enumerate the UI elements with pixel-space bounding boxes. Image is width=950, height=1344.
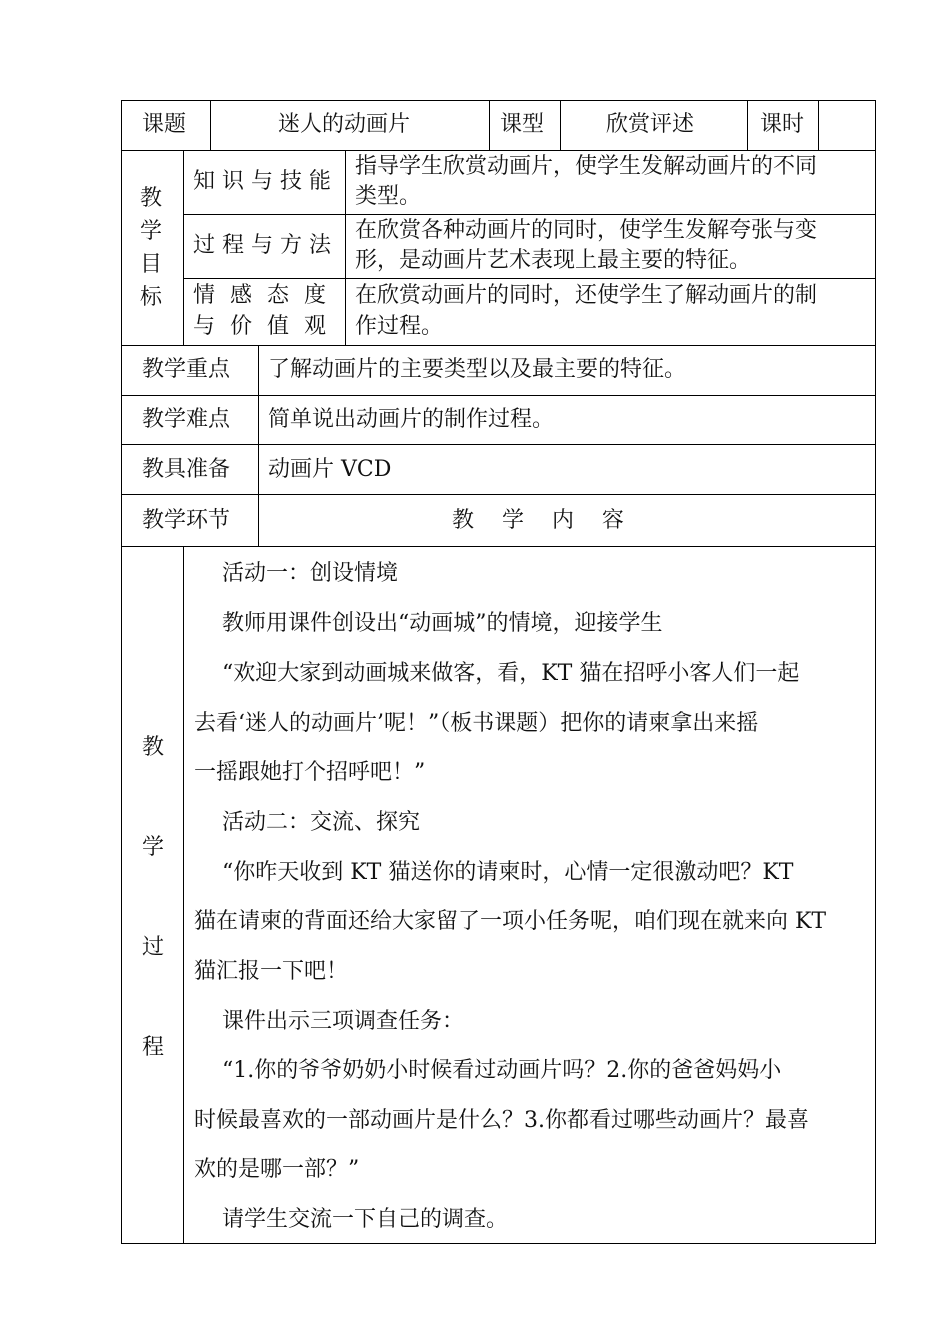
- type-value: 欣赏评述: [606, 112, 695, 137]
- period-label: 课时: [760, 112, 805, 137]
- type-label: 课型: [500, 112, 545, 137]
- objective-text-process-2: 形，是动画片艺术表现上最主要的特征。: [355, 248, 752, 273]
- key-point-value: 了解动画片的主要类型以及最主要的特征。: [268, 357, 687, 382]
- process-line: “你昨天收到 KT 猫送你的请柬时，心情一定很激动吧？KT: [194, 860, 794, 885]
- process-line: 欢的是哪一部？”: [194, 1157, 360, 1182]
- process-line: 去看‘迷人的动画片’呢！”（板书课题）把你的请柬拿出来摇: [194, 711, 759, 736]
- objective-text-knowledge-1: 指导学生欣赏动画片，使学生发解动画片的不同: [355, 154, 818, 179]
- section-label: 教学环节: [142, 508, 231, 533]
- process-line: 猫汇报一下吧！: [194, 959, 349, 984]
- objective-text-attitude-2: 作过程。: [355, 314, 444, 339]
- process-line: 猫在请柬的背面还给大家留了一项小任务呢，咱们现在就来向 KT: [194, 909, 827, 934]
- difficulty-label: 教学难点: [142, 407, 231, 432]
- key-point-label: 教学重点: [142, 357, 231, 382]
- process-line: “1.你的爷爷奶奶小时候看过动画片吗？2.你的爸爸妈妈小: [194, 1058, 782, 1083]
- objective-label-process: 过程与方法: [193, 233, 339, 258]
- topic-label: 课题: [142, 112, 187, 137]
- objective-label-attitude-2: 与 价 值 观: [193, 314, 330, 339]
- difficulty-value: 简单说出动画片的制作过程。: [268, 407, 555, 432]
- process-line: 教师用课件创设出“动画城”的情境，迎接学生: [194, 611, 663, 636]
- content-header: 教 学 内 容: [452, 508, 624, 533]
- process-line: 时候最喜欢的一部动画片是什么？3.你都看过哪些动画片？最喜: [194, 1108, 809, 1133]
- objective-text-attitude-1: 在欣赏动画片的同时，还使学生了解动画片的制: [355, 283, 818, 308]
- process-line: 一摇跟她打个招呼吧！”: [194, 760, 426, 785]
- tools-label: 教具准备: [142, 457, 231, 482]
- tools-value: 动画片 VCD: [268, 457, 392, 482]
- process-line: 课件出示三项调查任务：: [194, 1009, 464, 1034]
- objective-text-knowledge-2: 类型。: [355, 184, 422, 209]
- process-line: 活动二：交流、探究: [194, 810, 420, 835]
- process-line: 活动一：创设情境: [194, 561, 398, 586]
- process-line: 请学生交流一下自己的调查。: [194, 1207, 508, 1232]
- topic-value: 迷人的动画片: [278, 112, 411, 137]
- objective-label-attitude-1: 情 感 态 度: [193, 283, 330, 308]
- objective-label-knowledge: 知识与技能: [193, 169, 339, 194]
- objective-text-process-1: 在欣赏各种动画片的同时，使学生发解夸张与变: [355, 218, 818, 243]
- process-line: “欢迎大家到动画城来做客，看，KT 猫在招呼小客人们一起: [194, 661, 800, 686]
